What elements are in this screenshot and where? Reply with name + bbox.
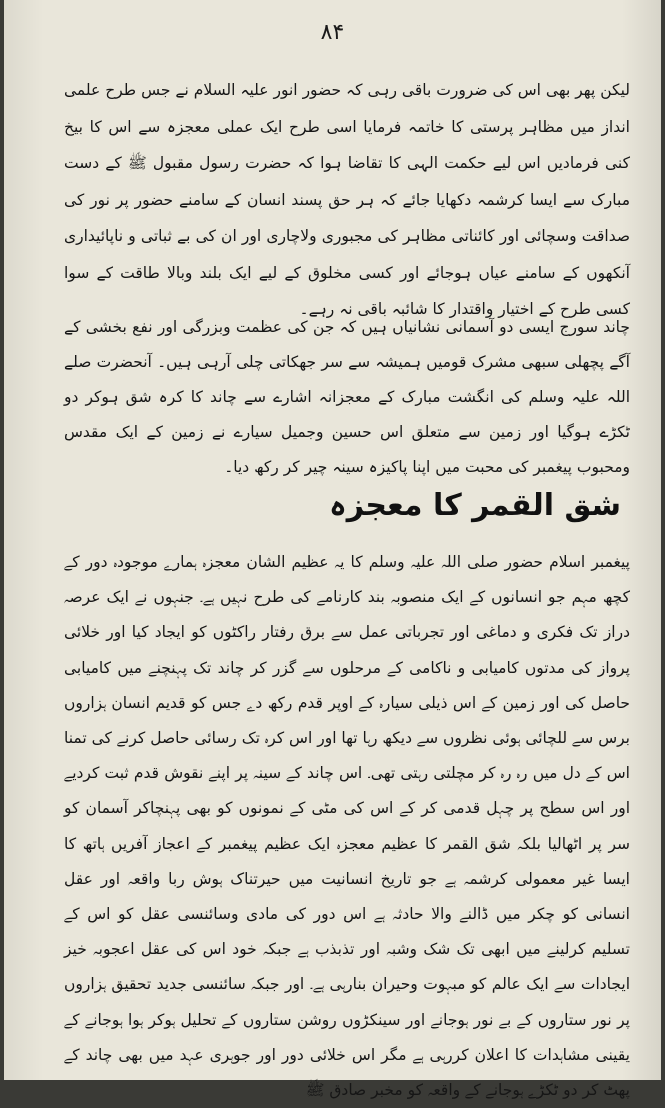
- book-page: [4, 0, 661, 1100]
- paragraph-2: چاند سورج ایسی دو آسمانی نشانیاں ہیں کہ جن کی عظمت وبزرگی اور نفع بخشی کے آگے پچھلی سبھی مشرک قومیں ہمیشہ سے سر جھکاتی چلی آرہی ہیں۔ آنحضرت صلے اللہ علیہ وسلم کی انگشت مبارک کے معجزانہ اشارے سے چاند کا کرہ شق ہوکر دو ٹکڑے ہوگیا اور زمین سے متعلق اس حسین وجمیل سیارے نے زمین کے ایک مقدس ومحبوب پیغمبر کی محبت میں اپنا پاکیزہ سینہ چیر کر رکھ دیا۔: [64, 318, 630, 476]
- page-number: ۸۴: [320, 20, 345, 45]
- paragraph-1: لیکن پھر بھی اس کی ضرورت باقی رہی کہ حضور انور علیہ السلام نے جس طرح علمی انداز میں مظاہر پرستی کا خاتمہ فرمایا اسی طرح ایک عملی معجزہ سے اس کا بیخ کنی فرمادیں اس لیے حکمت الہی کا تقاضا ہوا کہ حضرت رسول مقبول ﷺ کے دست مبارک سے ایسا کرشمہ دکھایا جائے کہ ہر حق پسند انسان کے سامنے حضور پر نور کی صداقت وسچائی اور کائناتی مظاہر کی مجبوری ولاچاری اور ان کی بے ثباتی و ناپائیداری آنکھوں کے سامنے عیاں ہوجائے اور کسی مخلوق کے لیے ایک بلند وبالا طاقت کے سوا کسی طرح کے اختیار واقتدار کا شائبہ باقی نہ رہے۔: [64, 81, 630, 318]
- paragraph-block-2: [64, 310, 630, 485]
- paragraph-3: پیغمبر اسلام حضور صلی اللہ علیہ وسلم کا یہ عظیم الشان معجزہ ہمارے موجودہ دور کے کچھ مہم جو انسانوں کے ایک منصوبہ بند کارنامے کی طرح نہیں ہے۔ جنہوں نے ایک عرصہ دراز تک فکری و دماغی اور تجرباتی عمل سے برق رفتار راکٹوں کو ایجاد کیا اور خلائی پرواز کی مدتوں کامیابی و ناکامی کے مرحلوں سے گزر کر چاند تک پہنچنے میں کامیابی حاصل کی اور زمین کے اس ذیلی سیارہ کے اوپر قدم رکھ دے جس کو قدیم انسان ہزاروں برس سے للچائی ہوئی نظروں سے دیکھ رہا تھا اور اس کرہ تک رسائی حاصل کرنے کی تمنا اس کے دل میں رہ رہ کر مچلتی رہتی تھی۔ اس چاند کے سینہ پر اپنے نقوش قدم ثبت کردیے اور اس سطح پر چہل قدمی کر کے اس کی مٹی کے نمونوں کو بھی پہنچاکر آسمان کو سر پر اٹھالیا بلکہ شق القمر کا عظیم معجزہ ایک عظیم پیغمبر کے اعجاز آفریں ہاتھ کا ایسا غیر معمولی کرشمہ ہے جو تاریخ انسانیت میں حیرتناک ہوش ربا واقعہ اور عقل انسانی کو چکر میں ڈالنے والا حادثہ ہے اس دور کی مادی وسائنسی عقل کو اس کے تسلیم کرلینے میں ابھی تک شک وشبہ اور تذبذب ہے جبکہ خود اس کی عقل اعجوبہ خیز ایجادات سے ایک عالم کو مبہوت وحیران بنارہی ہے۔ اور جبکہ سائنسی جدید تحقیق ہزاروں پر نور ستاروں کے بے نور ہوجانے اور سینکڑوں روشن ستاروں کے تحلیل ہوکر ہوا ہوجانے کے یقینی مشاہدات کا اعلان کررہی ہے مگر اس خلائی دور اور جوہری عہد میں بھی چاند کے پھٹ کر دو ٹکڑے ہوجانے کے واقعہ کو مخبر صادق ﷺ: [64, 553, 630, 1100]
- section-heading: شق القمر کا معجزہ: [329, 488, 621, 523]
- paragraph-block-3: [64, 545, 630, 1108]
- paragraph-block-1: [64, 72, 630, 328]
